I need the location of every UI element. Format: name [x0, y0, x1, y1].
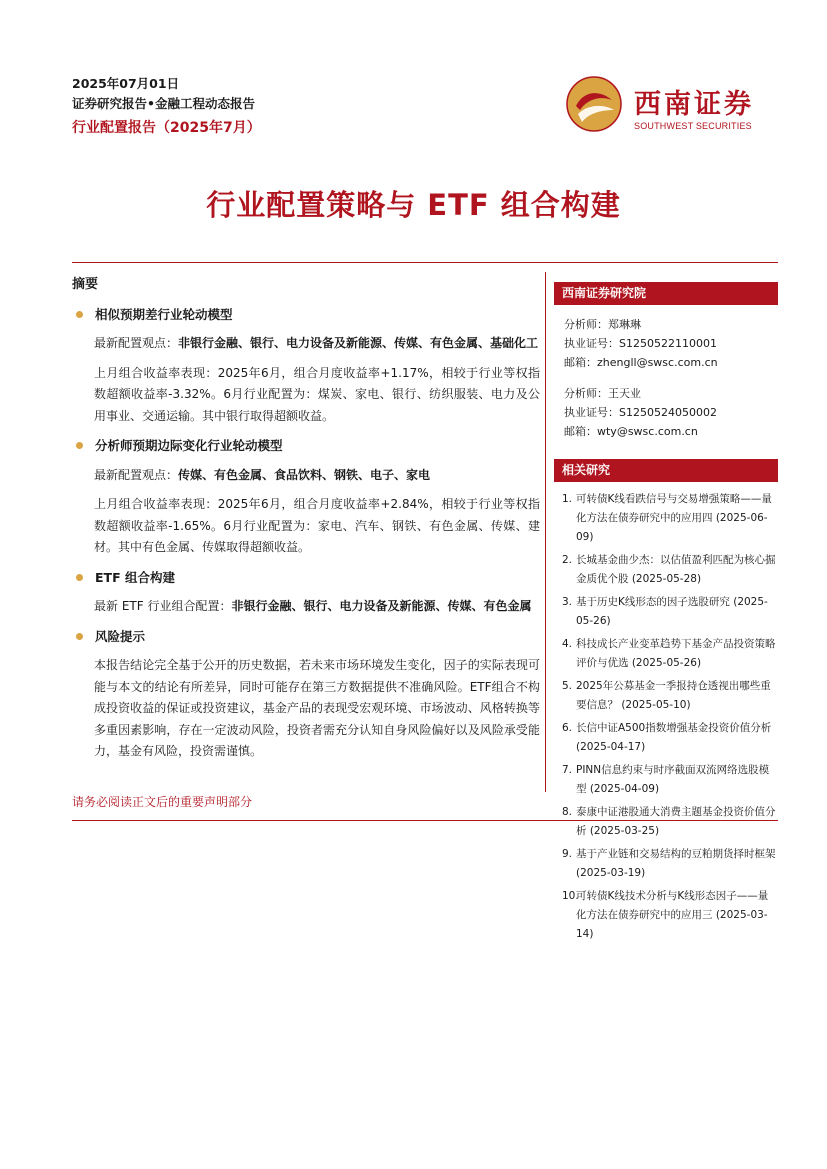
risk-text: 本报告结论完全基于公开的历史数据，若未来市场环境发生变化，因子的实际表现可能与本文的结论有所差异，同时可能存在第三方数据提供不准确风险。ETF组合不构成投资收益的保证或投资建议，基金产品的表现受宏观环境、市场波动、风格转换等多重因素影响，存在一定波动风险，投资者需充分认知自身风险偏好以及风险承受能力，基金有风险，投资需谨慎。 [94, 658, 540, 758]
analyst-email[interactable]: 邮箱：wty@swsc.com.cn [564, 425, 698, 438]
footer-disclaimer: 请务必阅读正文后的重要声明部分 [72, 795, 253, 809]
related-item-text: 长城基金曲少杰：以估值盈利匹配为核心掘金质优个股 (2025-05-28) [576, 554, 776, 585]
report-date: 2025年07月01日 [72, 76, 180, 91]
paragraph [94, 465, 540, 487]
logo-name-en: SOUTHWEST SECURITIES [634, 121, 752, 131]
report-header [72, 74, 261, 140]
para-lead: 上月组合收益率表现：2025年6月，组合月度收益率+2.84%，相较于行业等权指数超额收益率-1.65%。6月行业配置为：家电、汽车、钢铁、有色金属、传媒、建材。其中有色金属、传媒取得超额收益。 [94, 497, 540, 554]
related-heading: 相关研究 [554, 459, 778, 482]
sidebar [554, 282, 778, 948]
report-series: 证券研究报告•金融工程动态报告 [72, 96, 255, 111]
column-divider [545, 272, 546, 792]
related-item-number: 5. [562, 680, 573, 692]
related-item-text: 可转债K线技术分析与K线形态因子——量化方法在债券研究中的应用三 (2025-03-14) [576, 890, 769, 940]
analyst-email[interactable]: 邮箱：zhengll@swsc.com.cn [564, 356, 718, 369]
section-title: ETF 组合构建 [95, 569, 175, 585]
related-item-number: 2. [562, 554, 573, 566]
top-rule [72, 262, 778, 263]
bullet-icon [76, 574, 83, 581]
related-item-number: 8. [562, 806, 573, 818]
related-item-text: 长信中证A500指数增强基金投资价值分析 (2025-04-17) [576, 722, 772, 753]
para-lead: 最新配置观点： [94, 467, 179, 482]
analyst-license: 执业证号：S1250522110001 [564, 337, 717, 350]
related-item-number: 3. [562, 596, 573, 608]
logo-mark-icon [566, 76, 622, 132]
related-item-text: 基于产业链和交易结构的豆粕期货择时框架 (2025-03-19) [576, 848, 776, 879]
section-title: 相似预期差行业轮动模型 [95, 306, 233, 322]
para-lead: 最新 ETF 行业组合配置： [94, 599, 232, 613]
related-item[interactable] [562, 887, 778, 944]
abstract-heading: 摘要 [72, 277, 99, 292]
analyst-license: 执业证号：S1250524050002 [564, 406, 717, 419]
paragraph [94, 333, 540, 355]
related-item-text: 基于历史K线形态的因子选股研究 (2025-05-26) [576, 596, 768, 627]
related-item-number: 9. [562, 848, 573, 860]
para-bold: 非银行金融、银行、电力设备及新能源、传媒、有色金属 [231, 599, 532, 613]
risk-title: 风险提示 [95, 628, 146, 644]
company-logo [566, 74, 766, 134]
para-bold: 非银行金融、银行、电力设备及新能源、传媒、有色金属、基础化工 [178, 336, 539, 350]
bullet-icon [76, 442, 83, 449]
analyst-name: 分析师：郑琳琳 [564, 318, 641, 331]
related-item-text: 2025年公募基金一季报持仓透视出哪些重要信息？ (2025-05-10) [576, 680, 771, 711]
section-heading [76, 435, 540, 457]
para-lead: 上月组合收益率表现：2025年6月，组合月度收益率+1.17%，相较于行业等权指数超额收益率-3.32%。6月行业配置为：煤炭、家电、银行、纺织服装、电力及公用事业、交通运输。其中银行取得超额收益。 [94, 365, 540, 423]
related-item-number: 10. [562, 890, 579, 902]
logo-name-cn: 西南证券 [634, 89, 754, 120]
related-item[interactable] [562, 490, 778, 547]
institute-heading: 西南证券研究院 [554, 282, 778, 305]
related-item-text: 科技成长产业变革趋势下基金产品投资策略评价与优选 (2025-05-26) [576, 638, 776, 669]
report-subtitle: 行业配置报告（2025年7月） [72, 120, 261, 136]
related-item[interactable] [562, 719, 778, 757]
para-lead: 最新配置观点： [94, 336, 179, 350]
section-heading [76, 567, 540, 589]
bottom-rule [72, 820, 778, 821]
related-item[interactable] [562, 551, 778, 589]
related-item-number: 6. [562, 722, 573, 734]
related-item[interactable] [562, 635, 778, 673]
paragraph [94, 596, 540, 618]
related-item[interactable] [562, 761, 778, 799]
related-item[interactable] [562, 593, 778, 631]
related-item-text: PINN信息约束与时序截面双流网络选股模型 (2025-04-09) [576, 764, 770, 795]
related-item[interactable] [562, 845, 778, 883]
related-item[interactable] [562, 803, 778, 841]
paragraph [94, 494, 540, 559]
abstract-column [72, 274, 540, 763]
section-heading [76, 626, 540, 648]
bullet-icon [76, 311, 83, 318]
bullet-icon [76, 633, 83, 640]
page-title: 行业配置策略与 ETF 组合构建 [206, 188, 621, 222]
analyst-block [564, 315, 778, 372]
related-item-number: 1. [562, 493, 573, 505]
related-item-text: 可转债K线看跌信号与交易增强策略——量化方法在债券研究中的应用四 (2025-06-09) [576, 493, 772, 543]
section-title: 分析师预期边际变化行业轮动模型 [95, 438, 283, 453]
analyst-block [564, 384, 778, 441]
para-bold: 传媒、有色金属、食品饮料、钢铁、电子、家电 [178, 467, 431, 482]
section-heading [76, 304, 540, 326]
related-list [562, 490, 778, 944]
paragraph [94, 363, 540, 428]
related-item-text: 泰康中证港股通大消费主题基金投资价值分析 (2025-03-25) [576, 806, 776, 837]
analyst-name: 分析师：王天业 [564, 387, 641, 400]
related-item[interactable] [562, 677, 778, 715]
related-item-number: 7. [562, 764, 573, 776]
related-item-number: 4. [562, 638, 573, 650]
